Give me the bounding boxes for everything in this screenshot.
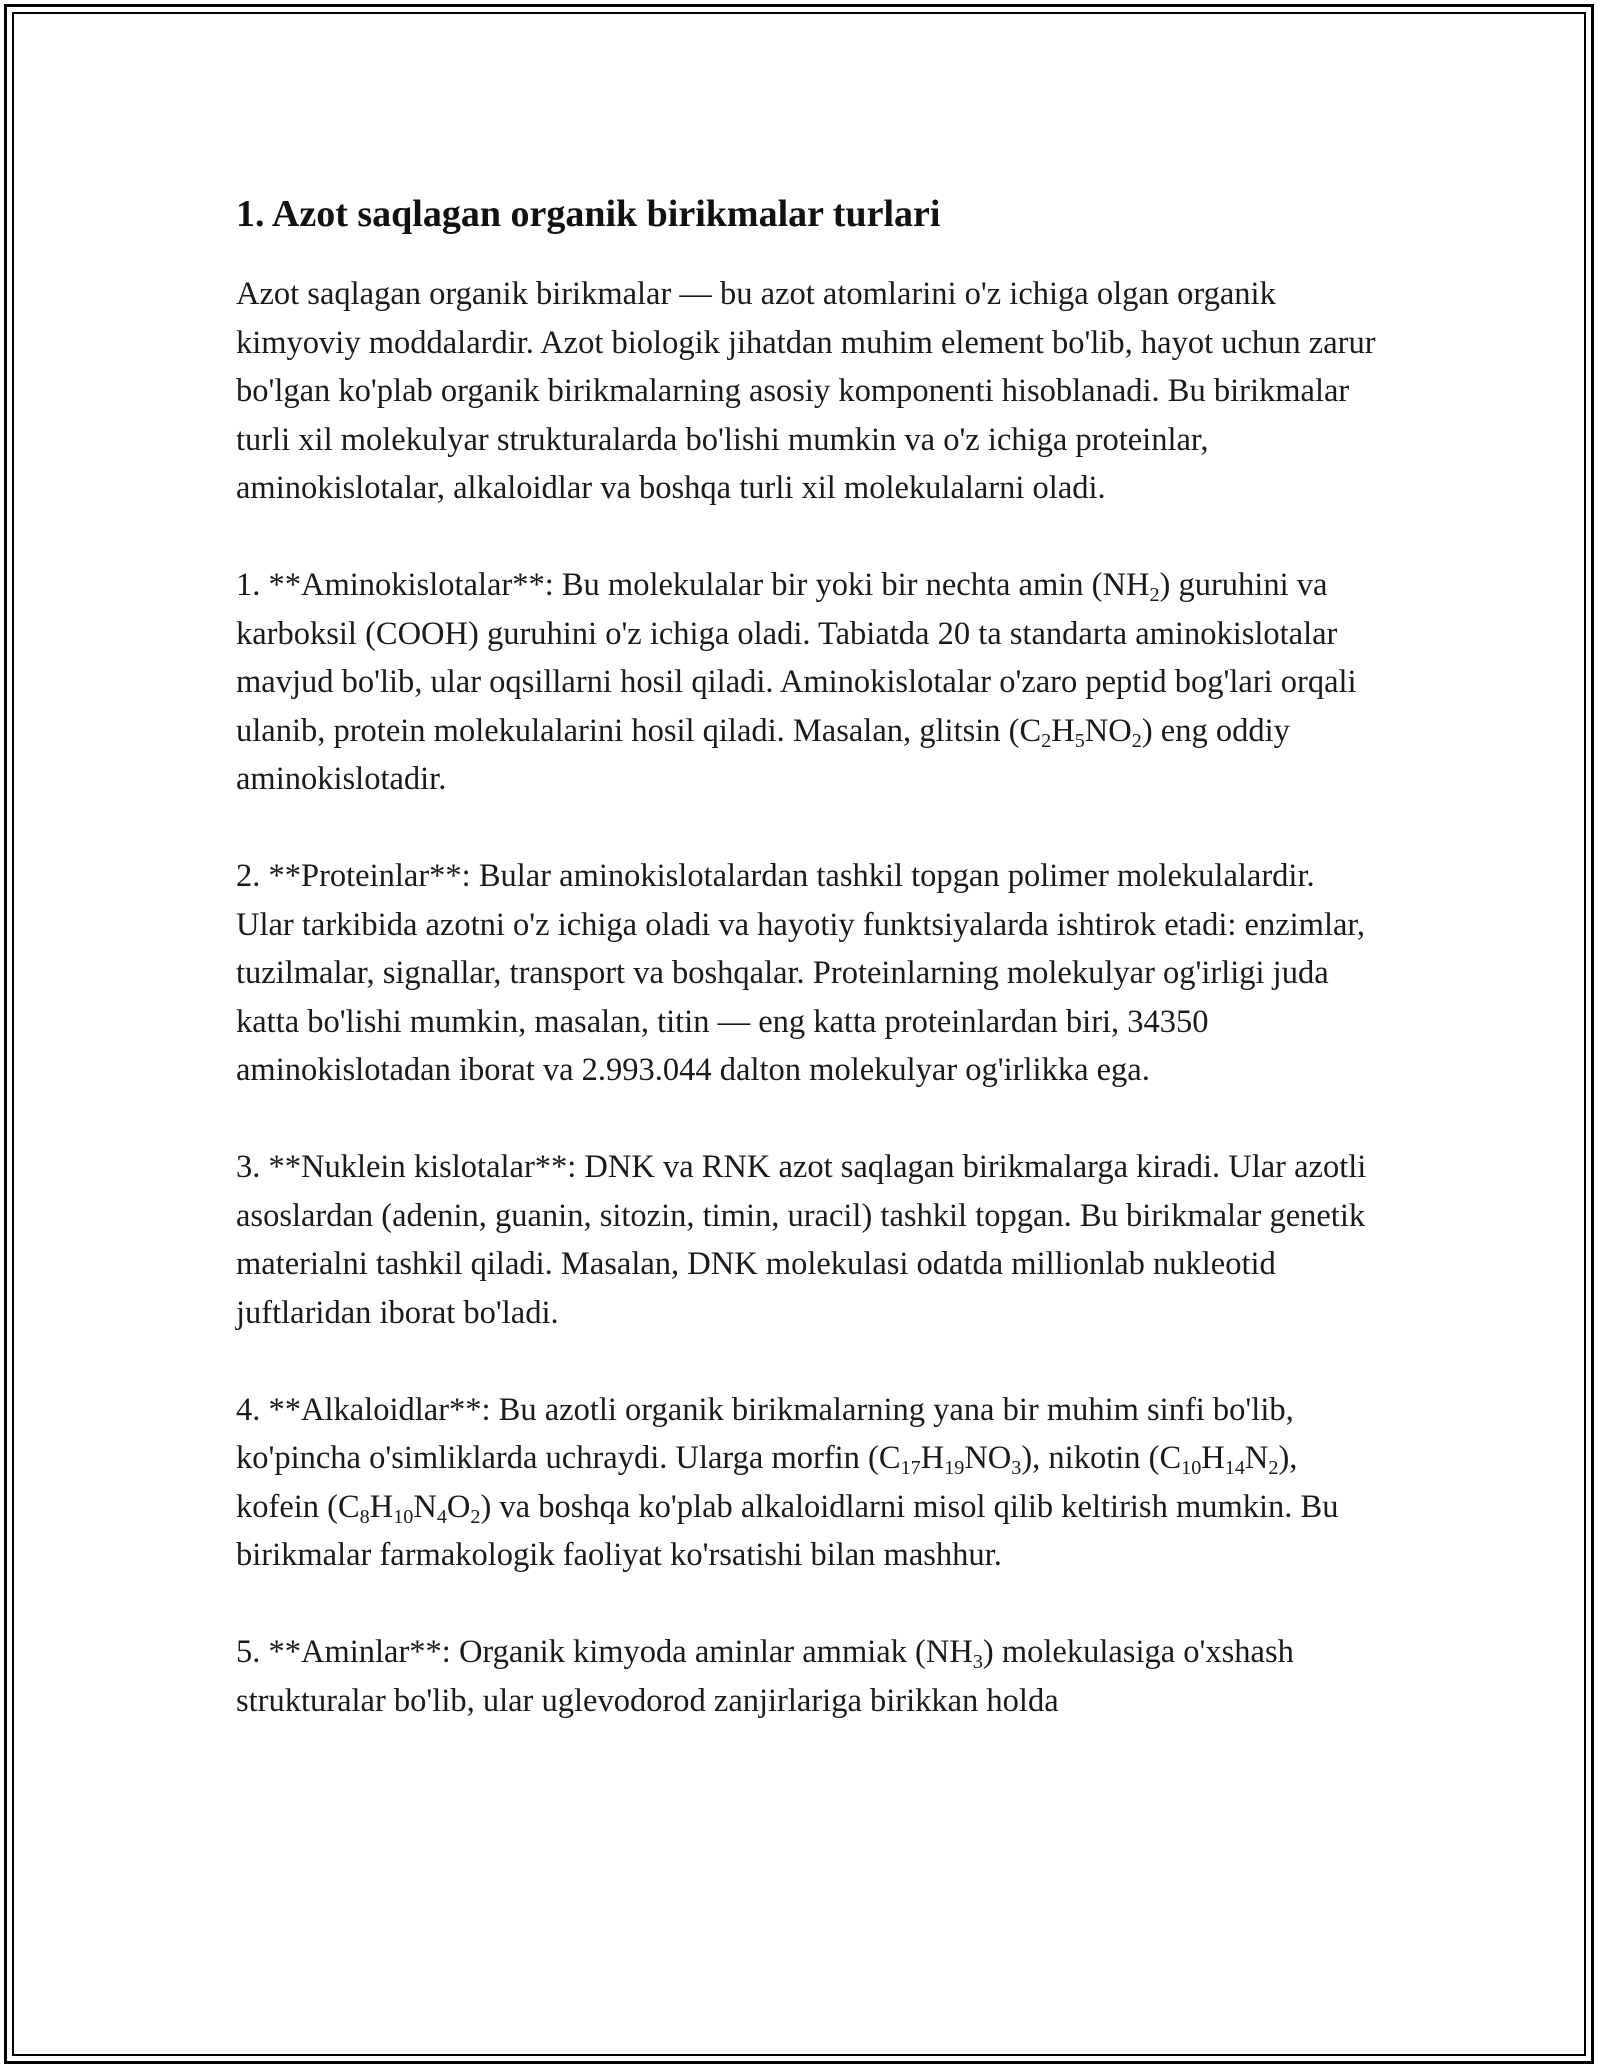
paragraph-proteinlar: 2. **Proteinlar**: Bular aminokislotalardan tashkil topgan polimer molekulalardir. Ular tarkibida azotni o'z ichiga oladi va hayotiy funktsiyalarda ishtirok etadi: enzimlar, tuzilmalar, signallar, transport va boshqalar. Proteinlarning molekulyar og'irligi juda katta bo'lishi mumkin, masalan, titin — eng katta proteinlardan biri, 34350 aminokislotadan iborat va 2.993.044 dalton molekulyar og'irlikka ega.	[236, 858, 1366, 1088]
paragraph-aminlar: 5. **Aminlar**: Organik kimyoda aminlar ammiak $(NH_3)$ molekulasiga o'xshash strukturalar bo'lib, ular uglevodorod zanjirlariga birikkan holda	[236, 1634, 1294, 1719]
paragraph-nuklein-kislotalar: 3. **Nuklein kislotalar**: DNK va RNK azot saqlagan birikmalarga kiradi. Ular azotli asoslardan (adenin, guanin, sitozin, timin, uracil) tashkil topgan. Bu birikmalar genetik materialni tashkil qiladi. Masalan, DNK molekulasi odatda millionlab nukleotid juftlaridan iborat bo'ladi.	[236, 1149, 1367, 1331]
section-heading: 1. Azot saqlagan organik birikmalar turlari	[236, 193, 941, 235]
paragraph-alkaloidlar: 4. **Alkaloidlar**: Bu azotli organik birikmalarning yana bir muhim sinfi bo'lib, ko'pincha o'simliklarda uchraydi. Ularga morfin $(C_{17}H_{19}NO_3)$, nikotin $(C_{10}H_{14}N_2)$, kofein $(C_8H_{10}N_4O_2)$ va boshqa ko'plab alkaloidlarni misol qilib keltirish mumkin. Bu birikmalar farmakologik faoliyat ko'rsatishi bilan mashhur.	[236, 1391, 1339, 1573]
document-body	[236, 184, 1376, 1774]
intro-paragraph: Azot saqlagan organik birikmalar — bu azot atomlarini o'z ichiga olgan organik kimyoviy moddalardir. Azot biologik jihatdan muhim element bo'lib, hayot uchun zarur bo'lgan ko'plab organik birikmalarning asosiy komponenti hisoblanadi. Bu birikmalar turli xil molekulyar strukturalarda bo'lishi mumkin va o'z ichiga proteinlar, aminokislotalar, alkaloidlar va boshqa turli xil molekulalarni oladi.	[236, 276, 1376, 506]
paragraph-aminokislotalar: 1. **Aminokislotalar**: Bu molekulalar bir yoki bir nechta amin $(NH_2)$ guruhini va karboksil (COOH) guruhini o'z ichiga oladi. Tabiatda 20 ta standarta aminokislotalar mavjud bo'lib, ular oqsillarni hosil qiladi. Aminokislotalar o'zaro peptid bog'lari orqali ulanib, protein molekulalarini hosil qiladi. Masalan, glitsin $(C_2H_5NO_2)$ eng oddiy aminokislotadir.	[236, 567, 1357, 797]
